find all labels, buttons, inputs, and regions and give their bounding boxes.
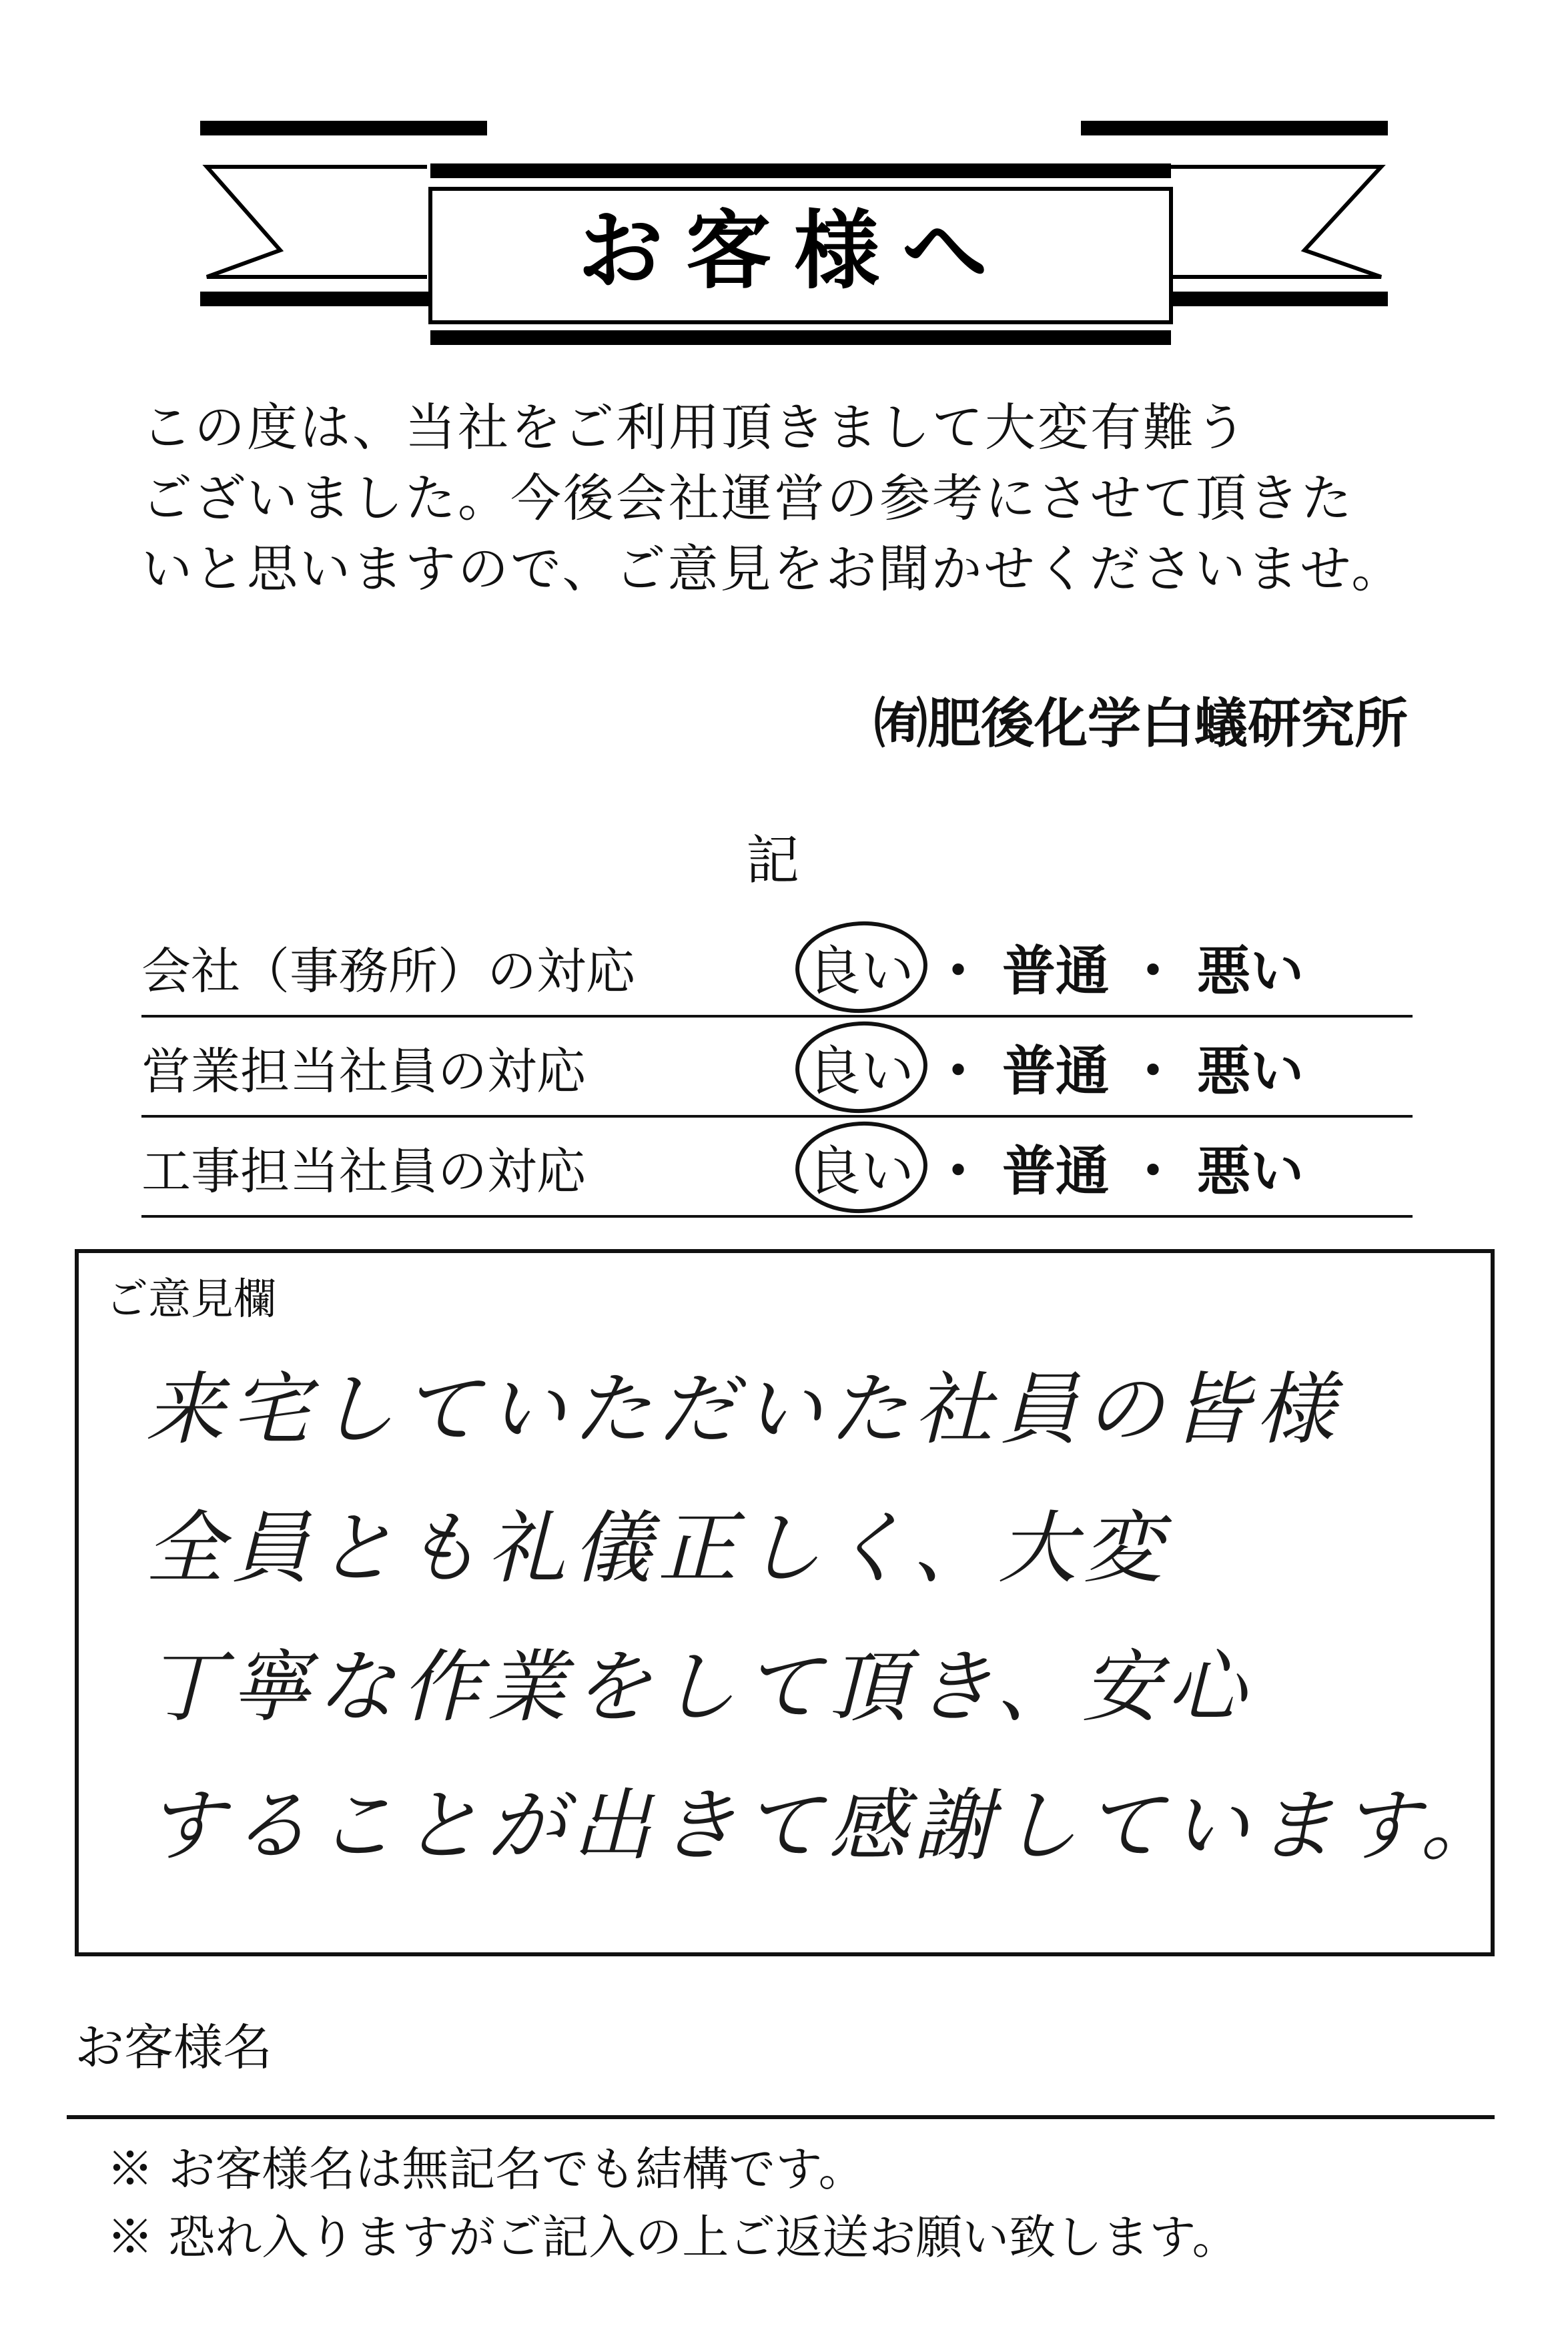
comment-label: ご意見欄 xyxy=(105,1275,276,1324)
intro-line: ございました。今後会社運営の参考にさせて頂きた xyxy=(141,468,1354,528)
rating-options xyxy=(802,1028,1309,1105)
rating-good-selected[interactable]: 良い xyxy=(802,1128,919,1205)
footnote: ※ 恐れ入りますがご記入の上ご返送お願い致します。 xyxy=(107,2210,1239,2265)
rating-options xyxy=(802,1128,1309,1205)
evaluation-label: 工事担当社員の対応 xyxy=(141,1143,586,1200)
rating-separator: ・ xyxy=(1126,940,1180,1002)
comment-line: 全員とも礼儀正しく、大変 xyxy=(145,1502,1169,1594)
footnotes xyxy=(107,2135,1239,2271)
evaluation-label: 会社（事務所）の対応 xyxy=(141,943,635,1000)
section-mark: 記 xyxy=(746,829,799,891)
intro-paragraph xyxy=(141,392,1449,605)
rating-normal[interactable]: 普通 xyxy=(1002,1040,1109,1102)
customer-name-field[interactable] xyxy=(67,2115,1495,2119)
title-banner xyxy=(200,117,1388,357)
evaluation-label: 営業担当社員の対応 xyxy=(141,1043,586,1100)
rating-separator: ・ xyxy=(1126,1140,1180,1202)
company-name: ㈲肥後化学白蟻研究所 xyxy=(874,693,1408,755)
rating-normal[interactable]: 普通 xyxy=(1002,1140,1109,1202)
comment-line: 来宅していただいた社員の皆様 xyxy=(145,1363,1342,1455)
evaluation-row xyxy=(141,917,1413,1018)
rating-bad[interactable]: 悪い xyxy=(1197,940,1304,1002)
rating-bad[interactable]: 悪い xyxy=(1197,1140,1304,1202)
evaluation-row xyxy=(141,1118,1413,1218)
rating-normal[interactable]: 普通 xyxy=(1002,940,1109,1002)
rating-options xyxy=(802,928,1309,1005)
rating-bad[interactable]: 悪い xyxy=(1197,1040,1304,1102)
rating-separator: ・ xyxy=(1126,1040,1180,1102)
evaluation-row xyxy=(141,1018,1413,1118)
rating-good-selected[interactable]: 良い xyxy=(802,928,919,1005)
rating-good-selected[interactable]: 良い xyxy=(802,1028,919,1105)
comment-line: 丁寧な作業をして頂き、安心 xyxy=(145,1641,1253,1733)
intro-line: いと思いますので、ご意見をお聞かせくださいませ。 xyxy=(141,539,1405,599)
evaluation-table xyxy=(141,917,1413,1218)
rating-separator: ・ xyxy=(931,940,985,1002)
footnote: ※ お客様名は無記名でも結構です。 xyxy=(107,2142,865,2197)
comment-line: することが出きて感謝しています。 xyxy=(145,1780,1506,1872)
customer-name-label: お客様名 xyxy=(75,2019,272,2076)
comment-box[interactable] xyxy=(75,1249,1506,1956)
rating-separator: ・ xyxy=(931,1140,985,1202)
banner-title: お客様へ xyxy=(577,202,1010,301)
handwritten-comment xyxy=(145,1340,1506,1895)
intro-line: この度は、当社をご利用頂きまして大変有難う xyxy=(141,398,1248,457)
rating-separator: ・ xyxy=(931,1040,985,1102)
